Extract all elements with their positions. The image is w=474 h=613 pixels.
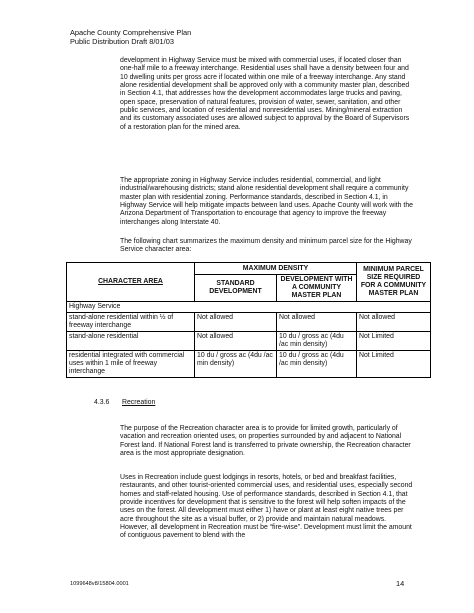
header-community-master-plan: DEVELOPMENT WITH A COMMUNITY MASTER PLAN	[277, 275, 357, 302]
paragraph-recreation-purpose	[120, 425, 415, 458]
header-standard-development: STANDARD DEVELOPMENT	[195, 275, 277, 302]
paragraph-highway-zoning	[120, 177, 415, 227]
paragraph-highway-uses	[120, 57, 415, 132]
table-row	[67, 332, 431, 351]
cell-min-parcel: Not allowed	[357, 313, 431, 332]
cell-community: 10 du / gross ac (4du /ac min density)	[277, 332, 357, 351]
page-number: 14	[396, 579, 405, 588]
paragraph-chart-intro	[120, 238, 415, 255]
paragraph-text: The purpose of the Recreation character area is to provide for limited growth, particularly of vacation and recreation oriented uses, on properties surrounded by and adjacent to National Forest land. If National Forest land is transferred to private ownership, the Recreation character area is the most appropriate designation.	[120, 425, 411, 458]
cell-community: 10 du / gross ac (4du /ac min density)	[277, 351, 357, 378]
header-plan-title: Apache County Comprehensive Plan	[70, 28, 192, 37]
header-draft-date: Public Distribution Draft 8/01/03	[70, 37, 174, 46]
paragraph-recreation-uses	[120, 474, 415, 541]
cell-min-parcel: Not Limited	[357, 351, 431, 378]
table-row	[67, 313, 431, 332]
cell-area: stand-alone residential	[67, 332, 195, 351]
header-minimum-parcel: MINIMUM PARCEL SIZE REQUIRED FOR A COMMUNITY MASTER PLAN	[357, 263, 431, 302]
cell-standard: Not allowed	[195, 332, 277, 351]
cell-community: Not allowed	[277, 313, 357, 332]
section-title: Recreation	[122, 399, 156, 406]
table-row	[67, 351, 431, 378]
page-header	[70, 28, 191, 46]
cell-standard: Not allowed	[195, 313, 277, 332]
density-table	[66, 262, 431, 378]
paragraph-text: Uses in Recreation include guest lodgings in resorts, hotels, or bed and breakfast facilities, restaurants, and other tourist-oriented commercial uses, and residential uses, especially second homes and staff-related housing. Use of performance standards, described in Section 4.1, that provide incentives for development that is sensitive to the forest will help soften impacts of the uses on the forest. All development must either 1) have or plant at least eight native trees per acre throughout the site as a visual buffer, or 2) provide and maintain natural meadows. However, all development in Recreation must be “fire-wise”. Development must limit the amount of contiguous pavement to blend with the	[120, 474, 413, 540]
paragraph-text: development in Highway Service must be mixed with commercial uses, if located closer than one-half mile to a freeway interchange. Residential uses shall have a density between four and 10 dwelling units per gross acre if located within one mile of a freeway interchange. Any stand alone residential development shall be approved only with a community master plan, described in Section 4.1, that addresses how the development accommodates large trucks and paving, open space, preservation of natural features, provision of water, sewer, sanitation, and other public services, and location of residential and nonresidential uses. Mining/mineral extraction and its customary associated uses are allowed subject to approval by the Board of Supervisors of a restoration plan for the mined area.	[120, 57, 410, 131]
cell-area: residential integrated with commercial uses within 1 mile of freeway interchange	[67, 351, 195, 378]
cell-min-parcel: Not Limited	[357, 332, 431, 351]
paragraph-text: The following chart summarizes the maximum density and minimum parcel size for the Highway Service character area:	[120, 238, 412, 254]
table-group-row: Highway Service	[67, 302, 431, 313]
header-character-area: CHARACTER AREA	[67, 263, 195, 302]
cell-area: stand-alone residential within ½ of freeway interchange	[67, 313, 195, 332]
header-maximum-density: MAXIMUM DENSITY	[195, 263, 357, 275]
section-number: 4.3.6	[94, 399, 110, 406]
footer-document-id: 1099648v8/15804.0001	[70, 581, 129, 587]
paragraph-text: The appropriate zoning in Highway Service includes residential, commercial, and light industrial/warehousing districts; stand alone residential development shall require a community master plan with residential zoning. Performance standards, described in Section 4.1, in Highway Service will help mitigate impacts between land uses. Apache County will work with the Arizona Department of Transportation to encourage that agency to improve the freeway interchanges along Interstate 40.	[120, 177, 413, 226]
cell-standard: 10 du / gross ac (4du /ac min density)	[195, 351, 277, 378]
